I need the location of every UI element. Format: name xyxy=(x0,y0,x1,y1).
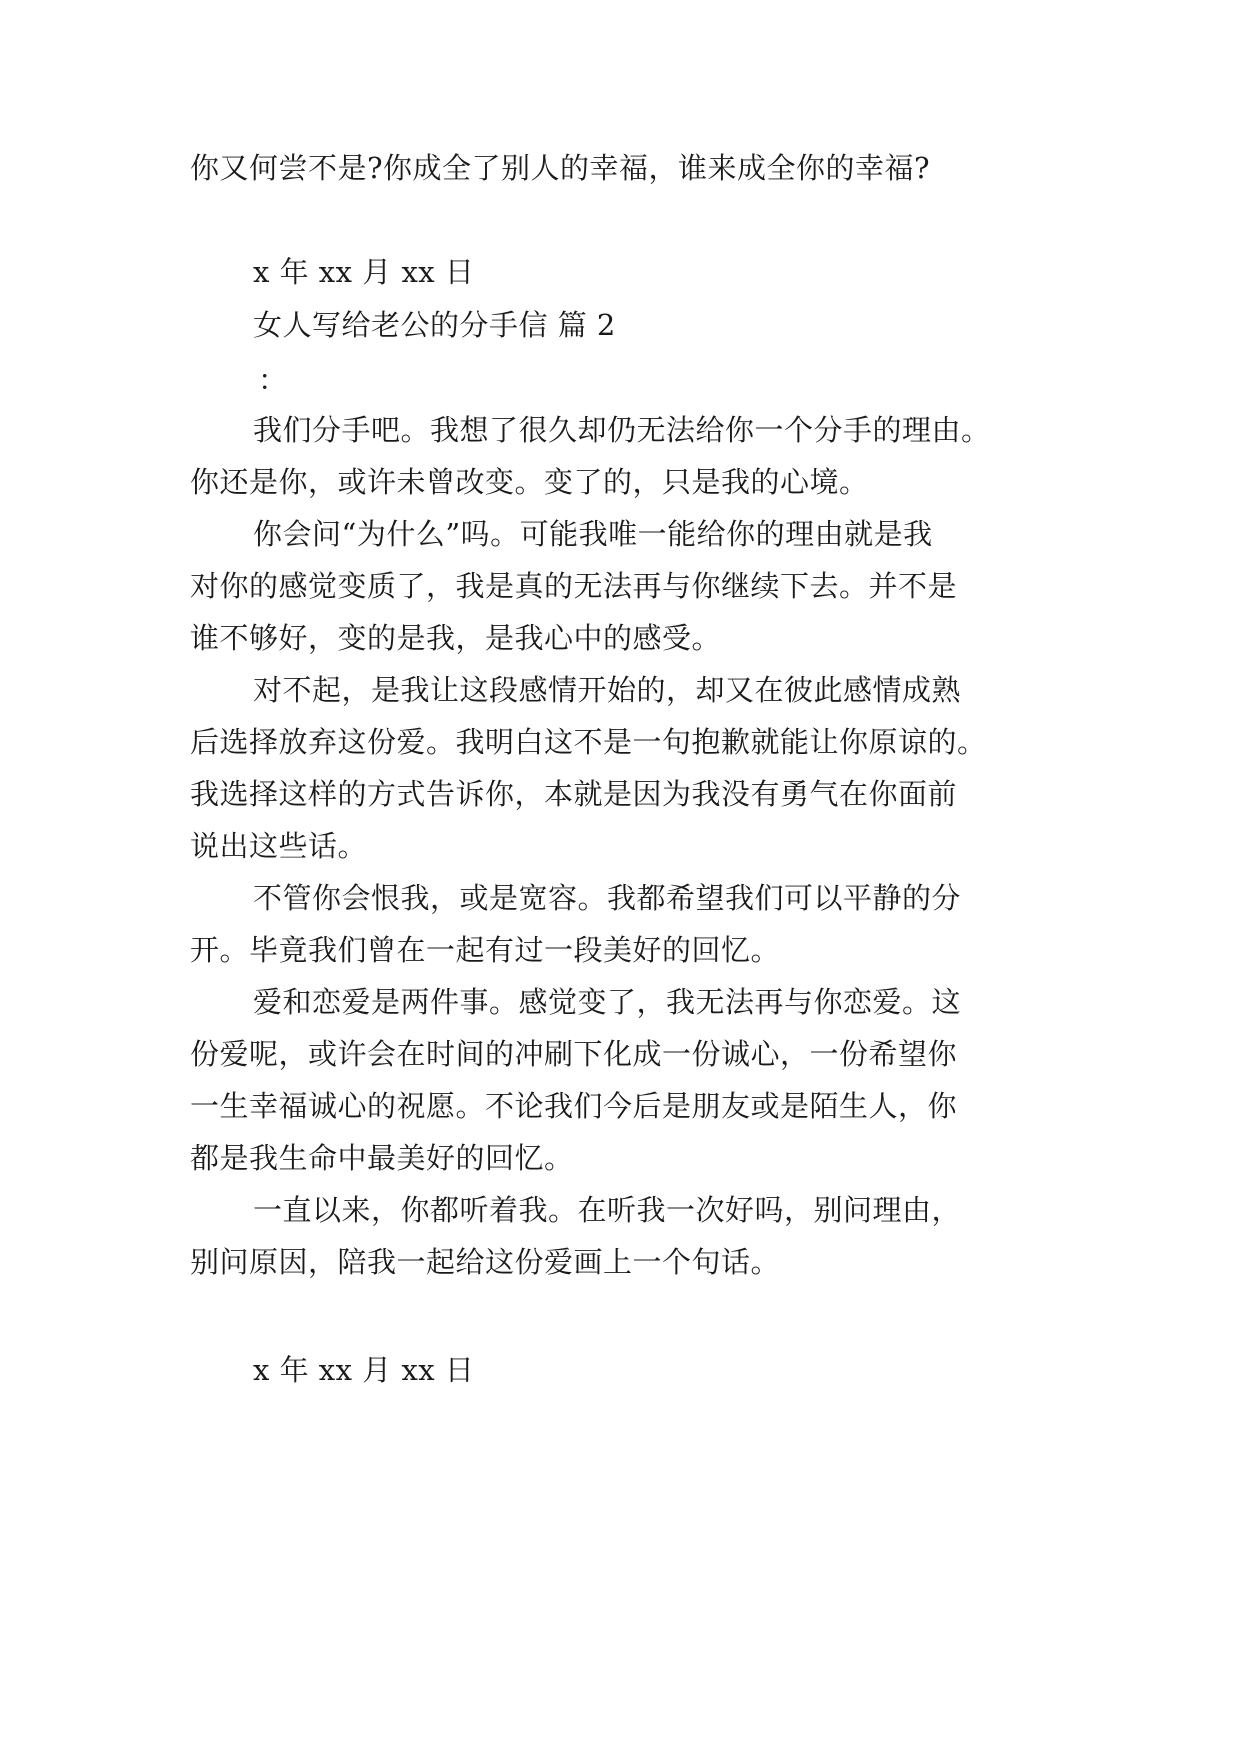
paragraph-5-line-2: 份爱呢，或许会在时间的冲刷下化成一份诚心，一份希望你 xyxy=(190,1037,958,1071)
paragraph-3-line-2: 后选择放弃这份爱。我明白这不是一句抱歉就能让你原谅的。 xyxy=(190,725,987,759)
paragraph-5-line-1: 爱和恋爱是两件事。感觉变了，我无法再与你恋爱。这 xyxy=(253,985,962,1019)
paragraph-4-line-1: 不管你会恨我，或是宽容。我都希望我们可以平静的分 xyxy=(253,881,962,915)
paragraph-5-line-3: 一生幸福诚心的祝愿。不论我们今后是朋友或是陌生人，你 xyxy=(190,1089,958,1123)
date-line-2: x 年 xx 月 xx 日 xyxy=(253,1353,475,1387)
salutation-colon: ： xyxy=(258,363,288,397)
date-line-1: x 年 xx 月 xx 日 xyxy=(253,255,475,289)
paragraph-6-line-1: 一直以来，你都听着我。在听我一次好吗，别问理由， xyxy=(253,1193,962,1227)
letter-title: 女人写给老公的分手信 篇 2 xyxy=(253,308,616,342)
paragraph-6-line-2: 别问原因，陪我一起给这份爱画上一个句话。 xyxy=(190,1245,781,1279)
paragraph-3-line-3: 我选择这样的方式告诉你，本就是因为我没有勇气在你面前 xyxy=(190,777,958,811)
paragraph-1-line-2: 你还是你，或许未曾改变。变了的，只是我的心境。 xyxy=(190,465,869,499)
paragraph-1-line-1: 我们分手吧。我想了很久却仍无法给你一个分手的理由。 xyxy=(253,413,991,447)
paragraph-3-line-4: 说出这些话。 xyxy=(190,829,368,863)
paragraph-2-line-3: 谁不够好，变的是我，是我心中的感受。 xyxy=(190,621,722,655)
paragraph-5-line-4: 都是我生命中最美好的回忆。 xyxy=(190,1141,574,1175)
paragraph-2-line-1: 你会问“为什么”吗。可能我唯一能给你的理由就是我 xyxy=(253,517,933,551)
closing-question-line: 你又何尝不是?你成全了别人的幸福，谁来成全你的幸福? xyxy=(190,151,931,185)
paragraph-3-line-1: 对不起，是我让这段感情开始的，却又在彼此感情成熟 xyxy=(253,673,962,707)
paragraph-4-line-2: 开。毕竟我们曾在一起有过一段美好的回忆。 xyxy=(190,933,781,967)
paragraph-2-line-2: 对你的感觉变质了，我是真的无法再与你继续下去。并不是 xyxy=(190,569,958,603)
